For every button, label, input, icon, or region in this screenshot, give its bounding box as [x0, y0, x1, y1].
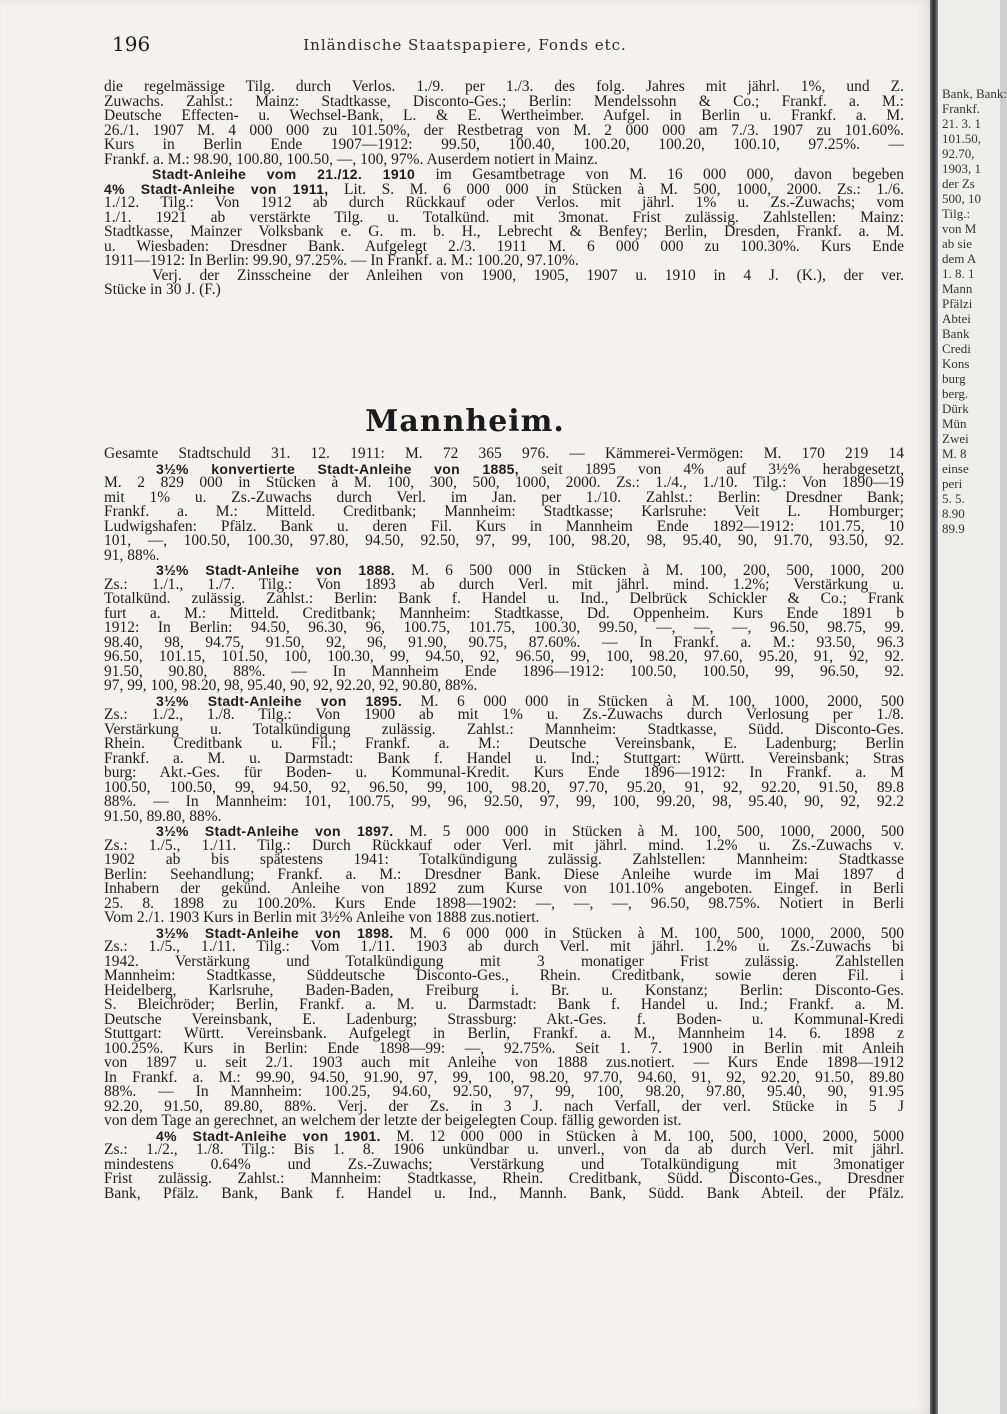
line-text: 88%. — In Mannheim: 101, 100.75, 99, 96, 92.50, 97, 99, 100, 99.20, 98, 95.40, 90, 92, 92.2: [104, 793, 904, 810]
line-text: Verstärkung u. Totalkündigung zulässig. Zahlst.: Mannheim: Stadtkasse, Südd. Disconto-Ges.: [104, 720, 904, 738]
line-text: Totalkünd. zulässig. Zahlst.: Berlin: Bank f. Handel u. Ind., Delbrück Schickler & Co.; Frank: [104, 590, 904, 607]
line-text: Frankf. a. M. u. Darmstadt: Bank f. Handel u. Ind.; Stuttgart: Württ. Vereinsbank; Stras: [104, 749, 904, 767]
line-text: Frist zulässig. Zahlst.: Mannheim: Stadtkasse, Rhein. Creditbank, Südd. Disconto-Ges., Dresdner: [104, 1170, 904, 1187]
text-line: [104, 283, 904, 298]
line-text: von 1897 u. seit 2./1. 1903 auch mit Anleihe von 1888 zus.notiert. — Kurs Ende 1898—1912: [104, 1054, 904, 1071]
line-text: u. Wiesbaden: Dresdner Bank. Aufgelegt 2./3. 1911 M. 6 000 000 zu 100.30%. Kurs Ende: [104, 237, 904, 255]
line-text: M. 5 000 000 in Stücken à M. 100, 500, 1000, 2000, 500: [393, 823, 904, 840]
line-text: M. 6 500 000 in Stücken à M. 100, 200, 500, 1000, 200: [394, 562, 904, 579]
right-page-fragment: Pfälzi: [942, 296, 973, 311]
right-page-fragment: M. 8: [942, 446, 967, 461]
right-page-fragment: Tilg.:: [942, 206, 971, 221]
line-text: 100.50, 100.50, 99, 94.50, 92, 96.50, 99, 100, 98.20, 97.70, 95.20, 91, 92, 92.20, 91.50, 89.8: [104, 778, 904, 796]
loan-heading: 3½% Stadt-Anleihe von 1898.: [156, 924, 394, 941]
line-text: furt a. M.: Mitteld. Creditbank; Mannheim: Stadtkasse, Dd. Oppenheim. Kurs Ende 1891 b: [104, 604, 904, 622]
line-text: Vom 2./1. 1903 Kurs in Berlin mit 3½% Anleihe von 1888 zus.notiert.: [104, 909, 540, 926]
text-line: [104, 679, 904, 694]
line-text: 1942. Verstärkung und Totalkündigung mit 3 monatiger Frist zulässig. Zahlstellen: [104, 952, 904, 970]
line-text: 1912: In Berlin: 94.50, 96.30, 96, 100.75, 101.75, 100.30, 99.50, —, —, —, 96.50, 98.75, 99.: [104, 619, 904, 636]
line-text: Zs.: 1./5., 1./11. Tilg.: Durch Rückkauf oder Verl. mit jährl. mind. 1.2% u. Zs.-Zuwachs v.: [104, 836, 904, 854]
right-page-fragment: Zwei: [942, 431, 969, 446]
line-text: M. 6 000 000 in Stücken à M. 100, 500, 1000, 2000, 500: [393, 924, 904, 942]
section-title-mannheim: Mannheim.: [365, 404, 565, 439]
line-text: Verj. der Zinsscheine der Anleihen von 1900, 1905, 1907 u. 1910 in 4 J. (K.), der ver.: [152, 266, 904, 284]
line-text: 25. 8. 1898 zu 100.20%. Kurs Ende 1898—1902: —, —, —, 96.50, 98.75%. Notiert in Berli: [104, 894, 904, 912]
line-text: 98.40, 98, 94.75, 91.50, 92, 96, 91.90, 90.75, 87.60%. — In Frankf. a. M.: 93.50, 96.3: [104, 633, 904, 651]
page-number: 196: [112, 32, 151, 56]
line-text: mindestens 0.64% und Zs.-Zuwachs; Verstärkung und Totalkündigung mit 3monatiger: [104, 1155, 904, 1173]
text-line: [104, 266, 904, 284]
text-line: [104, 447, 904, 462]
line-text: Lit. S. M. 6 000 000 in Stücken à M. 500, 1000, 2000. Zs.: 1./6.: [328, 180, 904, 198]
line-text: 88%. — In Mannheim: 100.25, 94.60, 92.50, 97, 99, 100, 98.20, 97.80, 95.40, 90, 91.95: [104, 1083, 904, 1100]
loan-heading: 3½% Stadt-Anleihe von 1895.: [156, 692, 403, 709]
line-text: Bank, Pfälz. Bank, Bank f. Handel u. Ind., Mannh. Bank, Südd. Bank Abteil. der Pfälz.: [104, 1184, 904, 1202]
line-text: 91, 88%.: [104, 546, 160, 564]
line-text: Zs.: 1./1., 1./7. Tilg.: Von 1893 ab durch Verl. mit jährl. mind. 1.2%; Verstärkung u.: [104, 575, 904, 593]
line-text: 96.50, 101.15, 101.50, 100, 100.30, 99, 94.50, 92, 96.50, 99, 100, 98.20, 97.60, 95.20, 91, 92, 92.: [104, 648, 904, 665]
line-text: 100.25%. Kurs in Berlin: Ende 1898—99: —, 92.75%. Seit 1. 7. 1900 in Berlin mit Anleih: [104, 1039, 904, 1057]
line-text: 91.50, 90.80, 88%. — In Mannheim Ende 1896—1912: 100.50, 100.50, 99, 96.50, 92.: [104, 662, 904, 680]
right-page-fragment: 1903, 1: [942, 161, 981, 176]
book-gutter: [930, 0, 938, 1414]
line-text: M. 12 000 000 in Stücken à M. 100, 500, 1000, 2000, 5000: [380, 1127, 904, 1145]
line-text: Deutsche Effecten- u. Wechsel-Bank, L. & E. Wertheimber. Aufgel. in Berlin u. Frankf. a. M.: [104, 107, 904, 124]
right-page-fragment: 1. 8. 1: [942, 266, 975, 281]
right-page-fragment: 5. 5.: [942, 491, 965, 506]
text-line: [104, 534, 904, 549]
line-text: M. 6 000 000 in Stücken à M. 100, 1000, 2000, 500: [402, 692, 904, 710]
mainz-continued-text: [104, 80, 904, 298]
line-text: Stücke in 30 J. (F.): [104, 281, 221, 298]
line-text: Mannheim: Stadtkasse, Süddeutsche Disconto-Ges., Rhein. Creditbank, sowie deren Fil. i: [104, 967, 904, 984]
line-text: seit 1895 von 4% auf 3½% herabgesetzt,: [518, 460, 904, 478]
line-text: Kurs in Berlin Ende 1907—1912: 99.50, 100.40, 100.20, 100.20, 100.10, 97.25%. —: [104, 136, 904, 153]
text-line: [104, 1184, 904, 1202]
line-text: burg: Akt.-Ges. für Boden- u. Kommunal-Kredit. Kurs Ende 1896—1912: In Frankf. a. M: [104, 764, 904, 781]
line-text: Inhabern der gekünd. Anleihe von 1892 zum Kurse von 101.10% angeboten. Eingef. in Berli: [104, 880, 904, 897]
right-page-fragment: Bank, Bank:: [942, 86, 1007, 101]
line-text: im Gesamtbetrage von M. 16 000 000, davon begeben: [415, 166, 904, 183]
line-text: Berlin: Seehandlung; Frankf. a. M.: Dresdner Bank. Diese Anleihe wurde im Mai 1897 d: [104, 865, 904, 883]
right-page-fragment: Dürk: [942, 401, 969, 416]
right-page-fragment: peri: [942, 476, 963, 491]
loan-heading: 3½% konvertierte Stadt-Anleihe von 1885,: [156, 460, 519, 477]
line-text: Heidelberg, Karlsruhe, Baden-Baden, Freiburg i. Br. u. Konstanz; Berlin: Disconto-Ges.: [104, 981, 904, 999]
line-text: 1./12. Tilg.: Von 1912 ab durch Rückkauf oder Verlos. mit jährl. 1% u. Zs.-Zuwachs; vom: [104, 194, 904, 211]
line-text: Zs.: 1./2., 1./8. Tilg.: Bis 1. 8. 1906 unkündbar u. unverl., von da ab durch Verl. mit jährl.: [104, 1141, 904, 1158]
right-page-fragment: dem A: [942, 251, 977, 266]
line-text: 101, —, 100.50, 100.30, 97.80, 94.50, 92.50, 97, 99, 100, 98.20, 98, 95.40, 90, 91.70, 93.50, 92.: [104, 532, 904, 549]
line-text: 91.50, 89.80, 88%.: [104, 807, 222, 825]
text-line: [104, 795, 904, 810]
line-text: Stadtkasse, Mainzer Volksbank e. G. m. b. H., Lebrecht & Benfey; Berlin, Dresden, Frankf. a. M.: [104, 223, 904, 240]
text-line: [104, 546, 904, 564]
loan-heading: Stadt-Anleihe vom 21./12. 1910: [152, 166, 416, 182]
line-text: die regelmässige Tilg. durch Verlos. 1./9. per 1./3. des folg. Jahres mit jährl. 1%, und Z.: [104, 78, 904, 95]
line-text: 26./1. 1907 M. 4 000 000 zu 101.50%, der Restbetrag von M. 2 000 000 am 7./3. 1907 zu 101.60%.: [104, 121, 904, 139]
right-page-fragment: 500, 10: [942, 191, 981, 206]
loan-heading: 3½% Stadt-Anleihe von 1888.: [156, 562, 395, 578]
line-text: Stuttgart: Württ. Vereinsbank. Aufgelegt in Berlin, Frankf. a. M., Mannheim 14. 6. 1898 z: [104, 1025, 904, 1042]
line-text: Zs.: 1./2., 1./8. Tilg.: Von 1900 ab mit 1% u. Zs.-Zuwachs durch Verlosung per 1./8.: [104, 706, 904, 723]
right-page-fragment: 21. 3. 1: [942, 116, 981, 131]
loan-heading: 3½% Stadt-Anleihe von 1897.: [156, 823, 394, 839]
right-page-fragment: von M: [942, 221, 977, 236]
line-text: 92.20, 91.50, 89.80, 88%. Verj. der Zs. in 3 J. nach Verfall, der verl. Stücke in 5 J: [104, 1097, 904, 1115]
right-page-fragment: 92.70,: [942, 146, 975, 161]
loan-heading: 4% Stadt-Anleihe von 1901.: [156, 1127, 381, 1144]
line-text: Ludwigshafen: Pfälz. Bank u. deren Fil. Kurs in Mannheim Ende 1892—1912: 101.75, 10: [104, 517, 904, 535]
text-line: [104, 911, 904, 926]
line-text: 1./1. 1921 ab verstärkte Tilg. u. Totalkünd. mit 3monat. Frist zulässig. Zahlstellen: Mainz:: [104, 208, 904, 226]
text-line: [104, 150, 904, 168]
right-page-fragment: Mann: [942, 281, 973, 296]
line-text: mit 1% u. Zs.-Zuwachs durch Verl. im Jan. per 1./10. Zahlst.: Berlin: Dresdner Bank;: [104, 488, 904, 506]
right-page-fragment: burg: [942, 371, 966, 386]
line-text: In Frankf. a. M.: 99.90, 94.50, 91.90, 97, 99, 100, 98.20, 97.70, 94.60, 91, 92, 92.20, 91.50, 89.80: [104, 1068, 904, 1086]
line-text: Rhein. Creditbank u. Fil.; Frankf. a. M.: Deutsche Vereinsbank, E. Ladenburg; Berlin: [104, 735, 904, 752]
right-page-fragment: einse: [942, 461, 969, 476]
loan-heading: 4% Stadt-Anleihe von 1911,: [104, 180, 329, 197]
running-head: Inländische Staatspapiere, Fonds etc.: [303, 36, 627, 54]
text-line: [104, 167, 904, 182]
line-text: von dem Tage an gerechnet, an welchem der letzte der beigelegten Coup. fällig geworden ist.: [104, 1112, 682, 1129]
line-text: Zs.: 1./5., 1./11. Tilg.: Vom 1./11. 1903 ab durch Verl. mit jährl. 1.2% u. Zs.-Zuwachs bi: [104, 938, 904, 955]
line-text: Gesamte Stadtschuld 31. 12. 1911: M. 72 365 976. — Kämmerei-Vermögen: M. 170 219 14: [104, 445, 904, 462]
line-text: Deutsche Vereinsbank, E. Ladenburg; Strassburg: Akt.-Ges. f. Boden- u. Kommunal-Kredi: [104, 1010, 904, 1028]
line-text: M. 2 829 000 in Stücken à M. 100, 300, 500, 1000, 2000. Zs.: 1./4., 1./10. Tilg.: Von 1890—19: [104, 474, 904, 491]
line-text: Zuwachs. Zahlst.: Mainz: Stadtkasse, Disconto-Ges.; Berlin: Mendelssohn & Co.; Frankf. a. M.:: [104, 92, 904, 110]
right-page-fragment: 89.9: [942, 521, 965, 536]
right-page-fragment: Kons: [942, 356, 970, 371]
mannheim-text: [104, 447, 904, 1201]
right-page-fragment: ab sie: [942, 236, 972, 251]
line-text: 1911—1912: In Berlin: 99.90, 97.25%. — In Frankf. a. M.: 100.20, 97.10%.: [104, 252, 579, 269]
right-page-fragment: Frankf.: [942, 101, 980, 116]
right-page-fragment: berg.: [942, 386, 969, 401]
line-text: Frankf. a. M.: Mitteld. Creditbank; Mannheim: Stadtkasse; Karlsruhe: Veit L. Homburger;: [104, 503, 904, 520]
right-page-edge: [938, 0, 1007, 1414]
right-page-fragment: Bank: [942, 326, 970, 341]
right-page-fragment: Mün: [942, 416, 967, 431]
right-page-fragment: 8.90: [942, 506, 965, 521]
line-text: S. Bleichröder; Berlin, Frankf. a. M. u. Darmstadt: Bank f. Handel u. Ind.; Frankf. a. M.: [104, 996, 904, 1013]
text-line: [104, 1114, 904, 1129]
line-text: 1902 ab bis spätestens 1941: Totalkündigung zulässig. Zahlstellen: Mannheim: Stadtkasse: [104, 851, 904, 868]
line-text: 97, 99, 100, 98.20, 98, 95.40, 90, 92, 92.20, 92, 90.80, 88%.: [104, 677, 478, 694]
right-page-fragment: Credi: [942, 341, 971, 356]
right-page-fragment: der Zs: [942, 176, 975, 191]
right-page-fragment: Abtei: [942, 311, 971, 326]
line-text: Frankf. a. M.: 98.90, 100.80, 100.50, —, 100, 97%. Auserdem notiert in Mainz.: [104, 150, 598, 168]
right-page-fragment: 101.50,: [942, 131, 981, 146]
text-line: [104, 807, 904, 825]
